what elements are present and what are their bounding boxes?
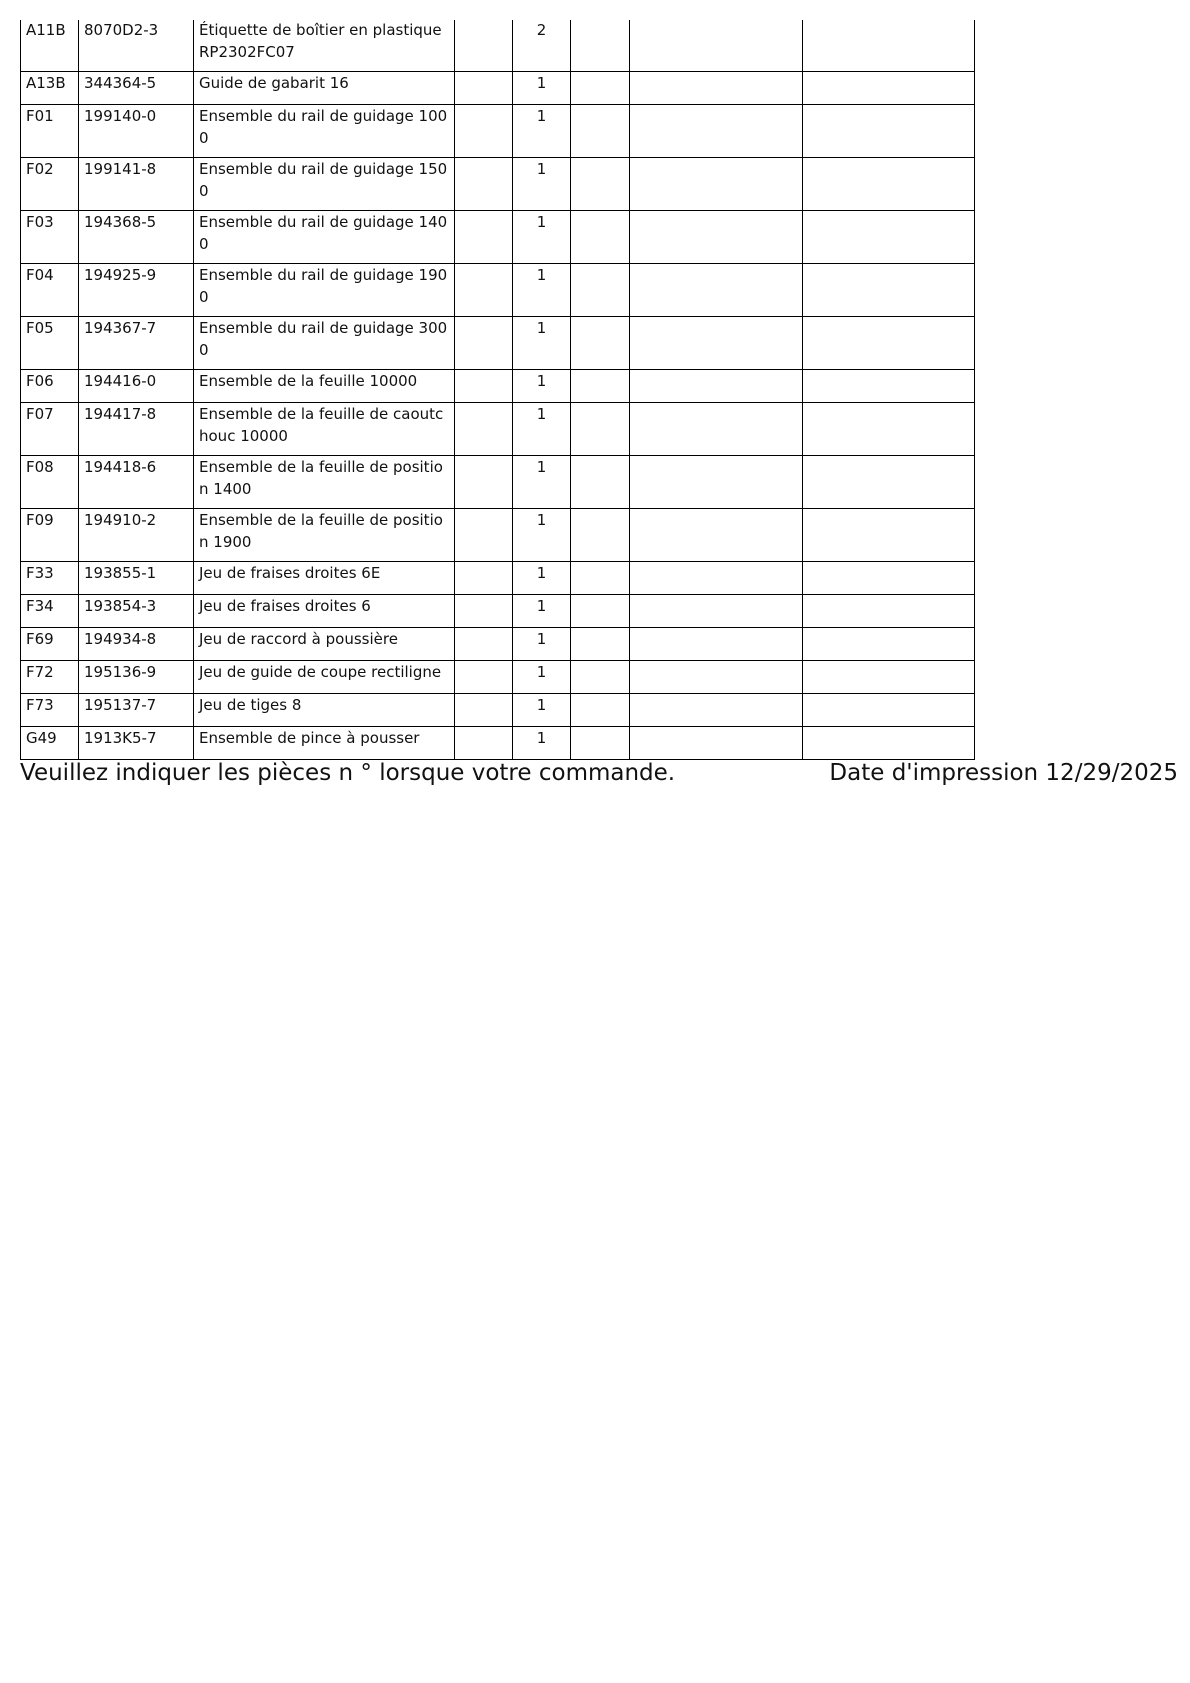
item-number: F69 — [21, 628, 79, 661]
empty-cell — [803, 456, 975, 509]
table-row — [21, 403, 975, 456]
empty-cell — [455, 264, 513, 317]
item-number: F07 — [21, 403, 79, 456]
part-description: Ensemble de la feuille de caoutchouc 10000 — [194, 403, 455, 456]
part-description: Étiquette de boîtier en plastique RP2302FC07 — [194, 20, 455, 72]
empty-cell — [455, 105, 513, 158]
table-row — [21, 158, 975, 211]
empty-cell — [571, 317, 630, 370]
empty-cell — [803, 562, 975, 595]
part-number: 194925-9 — [79, 264, 194, 317]
item-number: F34 — [21, 595, 79, 628]
empty-cell — [630, 509, 803, 562]
item-number: F72 — [21, 661, 79, 694]
empty-cell — [455, 370, 513, 403]
item-number: A11B — [21, 20, 79, 72]
table-row — [21, 661, 975, 694]
empty-cell — [571, 403, 630, 456]
empty-cell — [571, 370, 630, 403]
empty-cell — [630, 694, 803, 727]
quantity: 1 — [513, 628, 571, 661]
empty-cell — [630, 370, 803, 403]
table-row — [21, 694, 975, 727]
part-description: Guide de gabarit 16 — [194, 72, 455, 105]
part-description: Ensemble du rail de guidage 3000 — [194, 317, 455, 370]
empty-cell — [803, 694, 975, 727]
item-number: G49 — [21, 727, 79, 760]
empty-cell — [455, 20, 513, 72]
empty-cell — [803, 72, 975, 105]
empty-cell — [803, 211, 975, 264]
part-description: Jeu de guide de coupe rectiligne — [194, 661, 455, 694]
table-row — [21, 562, 975, 595]
empty-cell — [571, 562, 630, 595]
empty-cell — [803, 509, 975, 562]
quantity: 1 — [513, 317, 571, 370]
part-number: 194910-2 — [79, 509, 194, 562]
part-number: 8070D2-3 — [79, 20, 194, 72]
part-description: Ensemble de la feuille de position 1900 — [194, 509, 455, 562]
part-description: Ensemble du rail de guidage 1400 — [194, 211, 455, 264]
empty-cell — [571, 628, 630, 661]
item-number: F03 — [21, 211, 79, 264]
item-number: F09 — [21, 509, 79, 562]
empty-cell — [630, 661, 803, 694]
empty-cell — [455, 509, 513, 562]
empty-cell — [571, 264, 630, 317]
empty-cell — [455, 211, 513, 264]
empty-cell — [571, 694, 630, 727]
empty-cell — [803, 727, 975, 760]
empty-cell — [571, 72, 630, 105]
part-number: 194418-6 — [79, 456, 194, 509]
empty-cell — [571, 158, 630, 211]
part-description: Ensemble du rail de guidage 1900 — [194, 264, 455, 317]
part-description: Jeu de fraises droites 6E — [194, 562, 455, 595]
table-row — [21, 509, 975, 562]
part-number: 193855-1 — [79, 562, 194, 595]
table-row — [21, 456, 975, 509]
quantity: 1 — [513, 727, 571, 760]
empty-cell — [571, 20, 630, 72]
part-number: 194416-0 — [79, 370, 194, 403]
part-number: 199140-0 — [79, 105, 194, 158]
empty-cell — [455, 595, 513, 628]
empty-cell — [630, 158, 803, 211]
empty-cell — [803, 264, 975, 317]
empty-cell — [630, 105, 803, 158]
empty-cell — [455, 158, 513, 211]
part-number: 193854-3 — [79, 595, 194, 628]
empty-cell — [455, 694, 513, 727]
empty-cell — [571, 727, 630, 760]
print-date: Date d'impression 12/29/2025 — [829, 760, 1178, 786]
empty-cell — [455, 403, 513, 456]
empty-cell — [455, 317, 513, 370]
part-number: 1913K5-7 — [79, 727, 194, 760]
item-number: F08 — [21, 456, 79, 509]
table-row — [21, 595, 975, 628]
part-number: 195137-7 — [79, 694, 194, 727]
empty-cell — [803, 595, 975, 628]
empty-cell — [455, 72, 513, 105]
empty-cell — [803, 370, 975, 403]
quantity: 1 — [513, 456, 571, 509]
empty-cell — [571, 211, 630, 264]
part-number: 194417-8 — [79, 403, 194, 456]
quantity: 1 — [513, 562, 571, 595]
order-instruction-note: Veuillez indiquer les pièces n ° lorsque votre commande. — [20, 760, 676, 786]
empty-cell — [630, 595, 803, 628]
quantity: 1 — [513, 403, 571, 456]
part-number: 194934-8 — [79, 628, 194, 661]
parts-table-body — [21, 20, 975, 760]
empty-cell — [803, 403, 975, 456]
empty-cell — [630, 20, 803, 72]
quantity: 1 — [513, 211, 571, 264]
part-description: Ensemble de la feuille de position 1400 — [194, 456, 455, 509]
part-description: Jeu de fraises droites 6 — [194, 595, 455, 628]
empty-cell — [455, 727, 513, 760]
part-number: 195136-9 — [79, 661, 194, 694]
table-row — [21, 628, 975, 661]
table-row — [21, 727, 975, 760]
quantity: 1 — [513, 595, 571, 628]
item-number: F05 — [21, 317, 79, 370]
item-number: F01 — [21, 105, 79, 158]
part-description: Jeu de raccord à poussière — [194, 628, 455, 661]
part-number: 199141-8 — [79, 158, 194, 211]
quantity: 1 — [513, 264, 571, 317]
item-number: F06 — [21, 370, 79, 403]
empty-cell — [571, 456, 630, 509]
empty-cell — [571, 661, 630, 694]
quantity: 1 — [513, 370, 571, 403]
table-row — [21, 317, 975, 370]
table-row — [21, 370, 975, 403]
part-number: 344364-5 — [79, 72, 194, 105]
item-number: F02 — [21, 158, 79, 211]
empty-cell — [630, 628, 803, 661]
item-number: F04 — [21, 264, 79, 317]
empty-cell — [803, 661, 975, 694]
empty-cell — [630, 72, 803, 105]
quantity: 1 — [513, 72, 571, 105]
empty-cell — [455, 456, 513, 509]
empty-cell — [455, 628, 513, 661]
part-number: 194368-5 — [79, 211, 194, 264]
part-description: Jeu de tiges 8 — [194, 694, 455, 727]
empty-cell — [571, 509, 630, 562]
empty-cell — [803, 158, 975, 211]
item-number: F73 — [21, 694, 79, 727]
quantity: 1 — [513, 661, 571, 694]
part-description: Ensemble de la feuille 10000 — [194, 370, 455, 403]
part-number: 194367-7 — [79, 317, 194, 370]
empty-cell — [455, 661, 513, 694]
parts-table — [20, 20, 975, 760]
table-row — [21, 20, 975, 72]
empty-cell — [630, 456, 803, 509]
item-number: A13B — [21, 72, 79, 105]
table-row — [21, 105, 975, 158]
empty-cell — [571, 595, 630, 628]
empty-cell — [571, 105, 630, 158]
quantity: 2 — [513, 20, 571, 72]
part-description: Ensemble du rail de guidage 1500 — [194, 158, 455, 211]
table-row — [21, 211, 975, 264]
table-row — [21, 72, 975, 105]
empty-cell — [630, 562, 803, 595]
quantity: 1 — [513, 509, 571, 562]
part-description: Ensemble du rail de guidage 1000 — [194, 105, 455, 158]
empty-cell — [455, 562, 513, 595]
empty-cell — [630, 211, 803, 264]
quantity: 1 — [513, 105, 571, 158]
empty-cell — [803, 20, 975, 72]
empty-cell — [803, 317, 975, 370]
empty-cell — [803, 105, 975, 158]
empty-cell — [630, 403, 803, 456]
part-description: Ensemble de pince à pousser — [194, 727, 455, 760]
empty-cell — [630, 727, 803, 760]
empty-cell — [630, 264, 803, 317]
quantity: 1 — [513, 158, 571, 211]
empty-cell — [803, 628, 975, 661]
item-number: F33 — [21, 562, 79, 595]
table-row — [21, 264, 975, 317]
quantity: 1 — [513, 694, 571, 727]
empty-cell — [630, 317, 803, 370]
